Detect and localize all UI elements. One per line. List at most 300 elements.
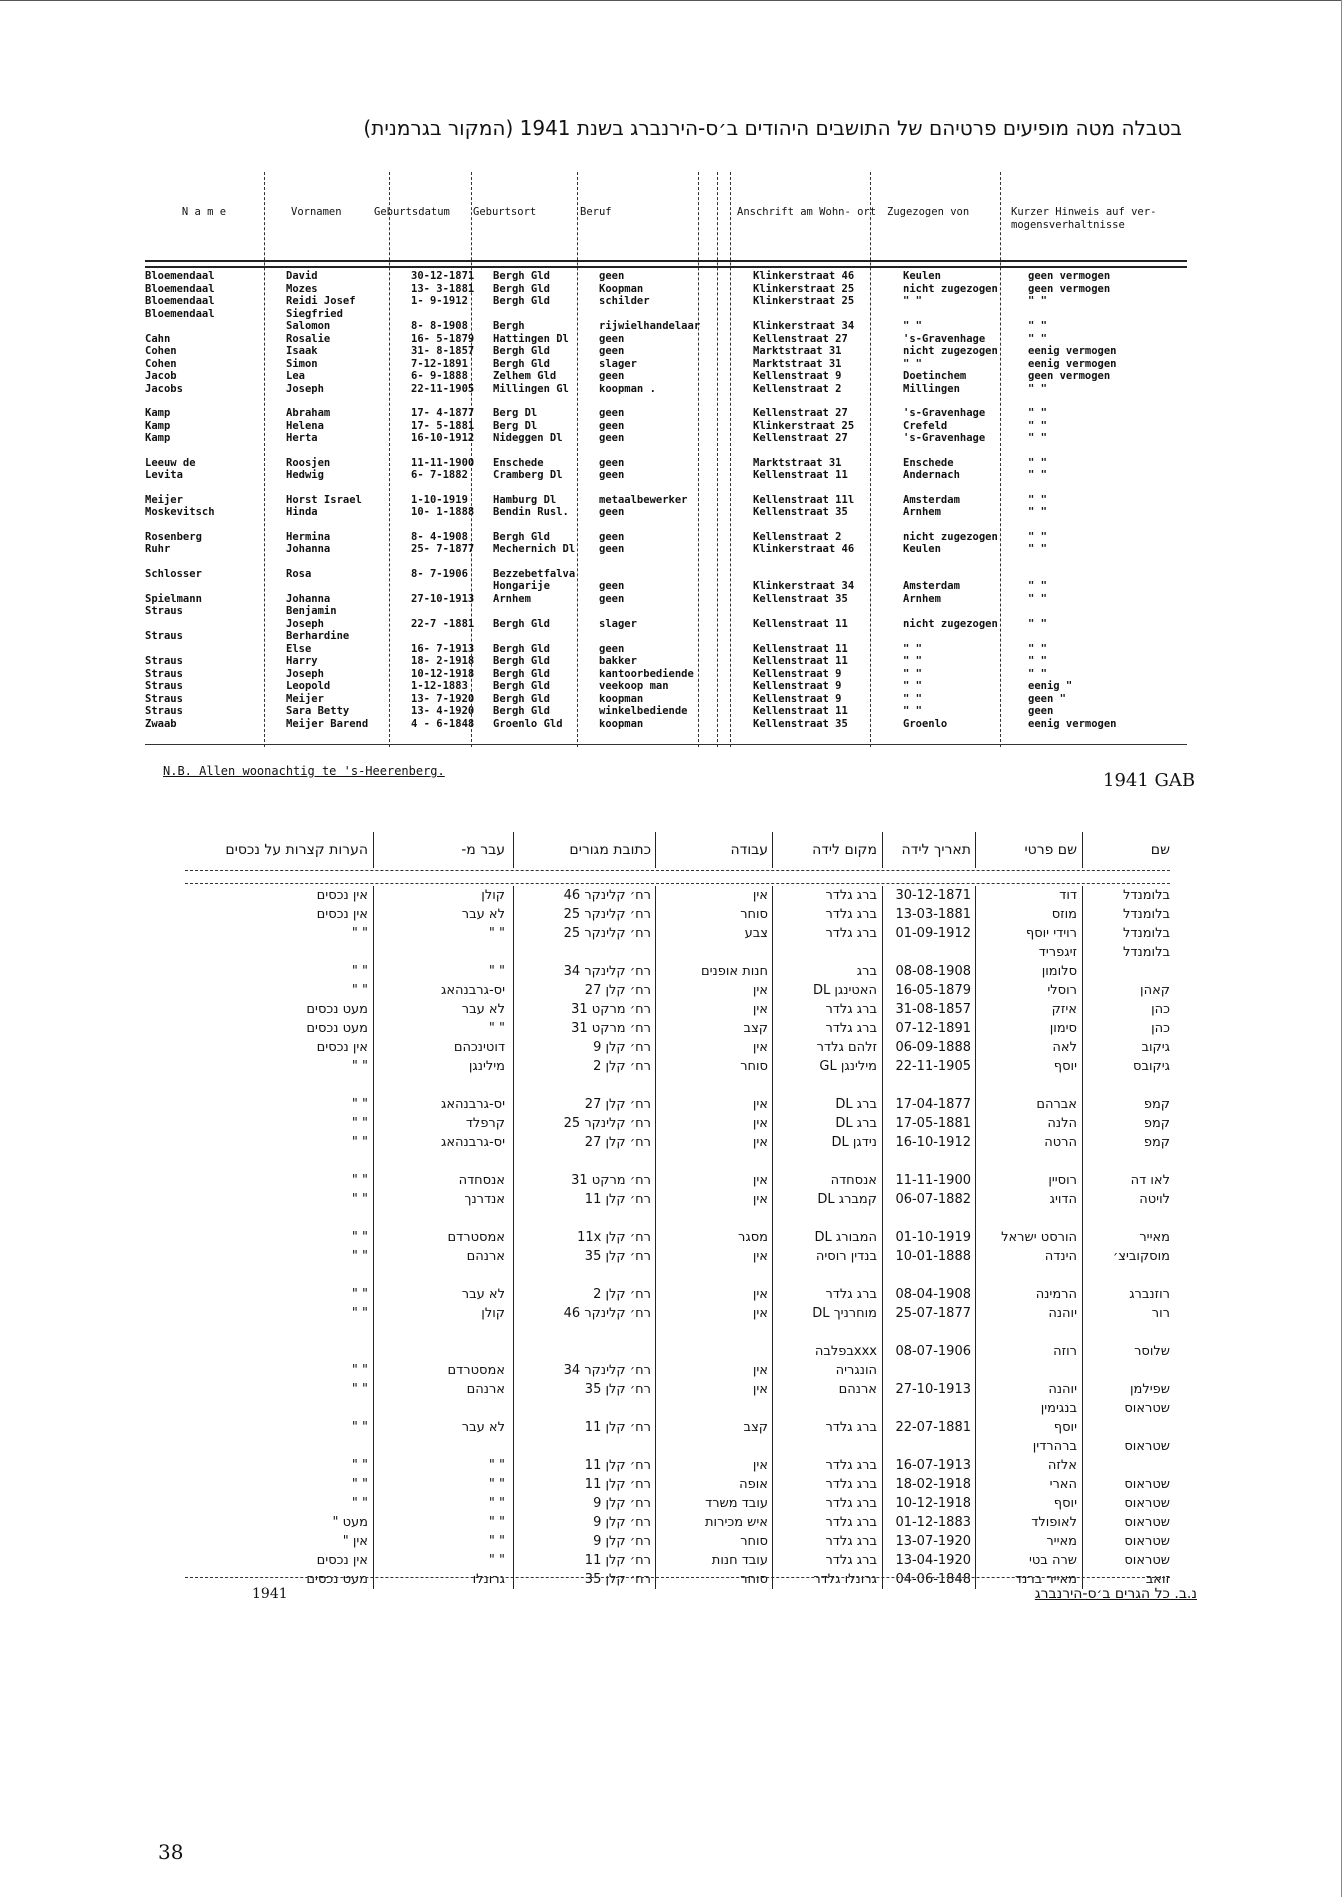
de-cell-geburtsdatum: 13- 7-1920 bbox=[411, 692, 475, 705]
he-column-divider bbox=[513, 1190, 514, 1209]
he-column-divider bbox=[975, 924, 976, 943]
he-column-divider bbox=[772, 1247, 773, 1266]
he-column-divider bbox=[772, 1532, 773, 1551]
he-column-divider bbox=[373, 1076, 374, 1095]
he-cell-notes: " " bbox=[351, 1097, 368, 1112]
he-cell-from: דוטינכהם bbox=[453, 1040, 505, 1055]
he-cell-first: דוד bbox=[1059, 888, 1077, 903]
he-cell-first: איזק bbox=[1051, 1002, 1077, 1017]
de-cell-geburtsdatum: 13- 3-1881 bbox=[411, 282, 475, 295]
de-table-row bbox=[145, 605, 1187, 618]
he-column-divider bbox=[1082, 1513, 1083, 1532]
he-column-divider bbox=[1082, 1209, 1083, 1228]
de-cell-zugezogen: Arnhem bbox=[903, 506, 941, 518]
he-cell-first: מאייר bbox=[1046, 1534, 1077, 1549]
he-header-address: כתובת מגורים bbox=[569, 842, 651, 858]
page-number: 38 bbox=[158, 1840, 184, 1864]
de-cell-anschrift: Kellenstraat 9 bbox=[753, 680, 842, 692]
he-column-divider bbox=[772, 1019, 773, 1038]
he-column-divider bbox=[655, 1266, 656, 1285]
he-header-row bbox=[185, 832, 1170, 868]
de-table-row bbox=[145, 655, 1187, 668]
he-column-divider bbox=[373, 1304, 374, 1323]
he-column-divider bbox=[772, 886, 773, 905]
de-cell-beruf: metaalbewerker bbox=[599, 493, 688, 506]
he-column-divider bbox=[513, 1437, 514, 1456]
he-column-divider bbox=[882, 1190, 883, 1209]
he-column-divider bbox=[772, 1057, 773, 1076]
de-cell-vornamen: Leopold bbox=[286, 680, 331, 692]
he-column-divider bbox=[772, 1304, 773, 1323]
he-cell-notes: " " bbox=[351, 1496, 368, 1511]
he-cell-place: מוחרניך DL bbox=[812, 1306, 877, 1321]
he-column-divider bbox=[1082, 905, 1083, 924]
he-cell-name: קמפ bbox=[1143, 1135, 1170, 1150]
he-cell-date: 25-07-1877 bbox=[895, 1306, 971, 1321]
he-cell-place: קמברג DL bbox=[817, 1192, 877, 1207]
he-column-divider bbox=[655, 943, 656, 962]
he-cell-name: לויטה bbox=[1139, 1192, 1170, 1207]
he-column-divider bbox=[882, 1418, 883, 1437]
de-table-row bbox=[145, 283, 1187, 296]
he-column-divider bbox=[772, 1076, 773, 1095]
he-column-divider bbox=[975, 1000, 976, 1019]
he-table-row bbox=[185, 1304, 1170, 1323]
he-cell-job: אין bbox=[752, 1116, 768, 1131]
he-column-divider bbox=[882, 943, 883, 962]
de-header-geburtsort: Geburtsort bbox=[473, 206, 537, 218]
he-column-divider bbox=[513, 1513, 514, 1532]
he-column-divider bbox=[882, 1475, 883, 1494]
he-header-rule bbox=[185, 870, 1170, 884]
he-column-divider bbox=[882, 1266, 883, 1285]
he-column-divider bbox=[882, 1114, 883, 1133]
top-border bbox=[0, 0, 1342, 1]
he-cell-address: רח׳ קלן 2 bbox=[593, 1287, 651, 1302]
he-column-divider bbox=[513, 1152, 514, 1171]
he-column-divider bbox=[655, 1285, 656, 1304]
de-cell-beruf: geen bbox=[599, 407, 625, 419]
de-cell-geburtsort: Bergh Gld bbox=[493, 617, 550, 630]
de-cell-zugezogen: nicht zugezogen bbox=[903, 345, 998, 357]
de-table-row bbox=[145, 718, 1187, 731]
he-column-divider bbox=[882, 1342, 883, 1361]
de-cell-name: Bloemendaal bbox=[145, 282, 215, 295]
de-cell-geburtsdatum: 8- 8-1908 bbox=[411, 320, 468, 332]
de-cell-hinweis: " " bbox=[1028, 332, 1047, 345]
he-cell-first: הינדה bbox=[1044, 1249, 1077, 1264]
he-column-divider bbox=[882, 1019, 883, 1038]
he-column-divider bbox=[772, 962, 773, 981]
he-column-divider bbox=[1082, 1323, 1083, 1342]
he-table-row bbox=[185, 1019, 1170, 1038]
he-column-divider bbox=[373, 1038, 374, 1057]
de-cell-zugezogen: " " bbox=[903, 357, 922, 370]
he-cell-from: " " bbox=[488, 1515, 505, 1530]
he-cell-address: רח׳ מרקט 31 bbox=[571, 1021, 651, 1036]
he-cell-address: רח׳ קלן 11 bbox=[584, 1192, 651, 1207]
he-column-divider bbox=[975, 1551, 976, 1570]
he-column-divider bbox=[513, 1019, 514, 1038]
de-cell-anschrift: Kellenstraat 9 bbox=[753, 370, 842, 382]
de-cell-geburtsdatum: 18- 2-1918 bbox=[411, 655, 475, 667]
he-column-divider bbox=[1082, 1076, 1083, 1095]
de-cell-name: Spielmann bbox=[145, 592, 202, 605]
he-header-date: תאריך לידה bbox=[901, 842, 971, 858]
he-table-row bbox=[185, 1247, 1170, 1266]
he-column-divider bbox=[772, 1570, 773, 1589]
de-cell-zugezogen: Millingen bbox=[903, 382, 960, 395]
he-table-row bbox=[185, 1171, 1170, 1190]
de-table-row bbox=[145, 270, 1187, 283]
he-cell-address: רח׳ מרקט 31 bbox=[571, 1002, 651, 1017]
he-cell-name: שטראוס bbox=[1124, 1401, 1170, 1416]
de-cell-name: Straus bbox=[145, 692, 183, 705]
he-column-divider bbox=[655, 1361, 656, 1380]
de-cell-beruf: geen bbox=[599, 456, 625, 469]
de-cell-vornamen: Salomon bbox=[286, 320, 331, 332]
he-column-divider bbox=[373, 1114, 374, 1133]
de-cell-name: Moskevitsch bbox=[145, 506, 215, 518]
he-column-divider bbox=[772, 1266, 773, 1285]
de-cell-geburtsort: Bergh Gld bbox=[493, 357, 550, 370]
german-footnote: N.B. Allen woonachtig te 's-Heerenberg. bbox=[163, 764, 445, 778]
he-cell-from: לא עבר bbox=[461, 1287, 505, 1302]
he-cell-address: רח׳ קלן 27 bbox=[584, 1097, 651, 1112]
he-column-divider bbox=[1082, 1171, 1083, 1190]
he-cell-date: 11-11-1900 bbox=[895, 1173, 971, 1188]
de-cell-beruf: slager bbox=[599, 357, 637, 370]
he-column-divider bbox=[513, 1057, 514, 1076]
de-header-rule bbox=[145, 260, 1187, 268]
de-cell-vornamen: Meijer Barend bbox=[286, 717, 369, 730]
de-cell-geburtsort: Mechernich Dl bbox=[493, 543, 576, 555]
de-cell-hinweis: geen vermogen bbox=[1028, 282, 1111, 295]
de-cell-name: Kamp bbox=[145, 407, 171, 419]
he-table-row bbox=[185, 905, 1170, 924]
he-column-divider bbox=[373, 1551, 374, 1570]
he-cell-date: 07-12-1891 bbox=[895, 1021, 971, 1036]
he-cell-job: סוחר bbox=[740, 1572, 768, 1587]
he-column-divider bbox=[772, 1038, 773, 1057]
de-cell-anschrift: Klinkerstraat 46 bbox=[753, 270, 855, 282]
he-column-divider bbox=[975, 905, 976, 924]
he-table-row bbox=[185, 1114, 1170, 1133]
de-cell-beruf: geen bbox=[599, 506, 625, 518]
de-table-row bbox=[145, 630, 1187, 643]
de-cell-vornamen: Joseph bbox=[286, 617, 324, 630]
he-table-row bbox=[185, 1342, 1170, 1361]
de-table-row bbox=[145, 568, 1187, 581]
he-cell-from: מילינגן bbox=[468, 1059, 505, 1074]
he-table-row bbox=[185, 1228, 1170, 1247]
de-cell-geburtsort: Enschede bbox=[493, 456, 544, 469]
he-column-divider bbox=[1082, 1000, 1083, 1019]
de-row-spacer bbox=[145, 395, 1187, 407]
he-column-divider bbox=[882, 962, 883, 981]
de-cell-hinweis: geen " bbox=[1028, 692, 1066, 705]
he-cell-first: רוסיין bbox=[1048, 1173, 1077, 1188]
de-table-row bbox=[145, 531, 1187, 544]
he-column-divider bbox=[882, 1323, 883, 1342]
he-column-divider bbox=[655, 1323, 656, 1342]
he-column-divider bbox=[1082, 1266, 1083, 1285]
he-column-divider bbox=[882, 1171, 883, 1190]
he-cell-date: 08-07-1906 bbox=[895, 1344, 971, 1359]
he-cell-date: 27-10-1913 bbox=[895, 1382, 971, 1397]
de-cell-hinweis: " " bbox=[1028, 580, 1047, 592]
de-cell-vornamen: Abraham bbox=[286, 407, 331, 419]
he-table-row bbox=[185, 1418, 1170, 1437]
he-column-divider bbox=[655, 1456, 656, 1475]
he-cell-job: אין bbox=[752, 888, 768, 903]
he-column-divider bbox=[655, 905, 656, 924]
he-row-spacer bbox=[185, 1266, 1170, 1285]
he-table-row bbox=[185, 886, 1170, 905]
he-cell-name: גיקובס bbox=[1133, 1059, 1170, 1074]
he-column-divider bbox=[882, 832, 883, 868]
he-cell-date: 04-06-1848 bbox=[895, 1572, 971, 1587]
he-column-divider bbox=[1082, 1152, 1083, 1171]
he-column-divider bbox=[655, 962, 656, 981]
de-cell-zugezogen: 's-Gravenhage bbox=[903, 332, 986, 345]
de-cell-name: Schlosser bbox=[145, 567, 202, 580]
he-column-divider bbox=[373, 1000, 374, 1019]
he-column-divider bbox=[655, 886, 656, 905]
de-table-row bbox=[145, 469, 1187, 482]
he-cell-place: בנדין רוסיה bbox=[815, 1249, 877, 1264]
de-table-row bbox=[145, 420, 1187, 433]
he-column-divider bbox=[655, 1057, 656, 1076]
he-column-divider bbox=[975, 1513, 976, 1532]
de-cell-beruf: geen bbox=[599, 592, 625, 605]
de-cell-hinweis: " " bbox=[1028, 493, 1047, 506]
de-cell-zugezogen: nicht zugezogen bbox=[903, 617, 998, 630]
he-cell-notes: " " bbox=[351, 1287, 368, 1302]
he-cell-place: ברג גלדר bbox=[825, 1553, 877, 1568]
de-header-vornamen: Vornamen bbox=[291, 206, 342, 218]
he-cell-notes: מעט " bbox=[332, 1515, 368, 1530]
de-cell-geburtsort: Bergh Gld bbox=[493, 530, 550, 543]
de-cell-vornamen: Hermina bbox=[286, 530, 331, 543]
he-cell-job: אין bbox=[752, 1192, 768, 1207]
he-column-divider bbox=[882, 1095, 883, 1114]
he-cell-job: אין bbox=[752, 1363, 768, 1378]
he-table-row bbox=[185, 1133, 1170, 1152]
de-cell-geburtsdatum: 4 - 6-1848 bbox=[411, 717, 475, 730]
page-heading: בטבלה מטה מופיעים פרטיהם של התושבים היהודים ב׳ס-הירנברג בשנת 1941 (המקור בגרמנית) bbox=[363, 116, 1182, 140]
he-column-divider bbox=[882, 1133, 883, 1152]
de-cell-beruf: geen bbox=[599, 530, 625, 543]
he-cell-first: סלומון bbox=[1041, 964, 1077, 979]
he-cell-first: מוזס bbox=[1051, 907, 1077, 922]
de-cell-geburtsort: Bergh Gld bbox=[493, 692, 550, 705]
he-cell-place: ברג גלדר bbox=[825, 1515, 877, 1530]
he-column-divider bbox=[373, 1228, 374, 1247]
de-cell-vornamen: Rosa bbox=[286, 567, 312, 580]
de-cell-geburtsdatum: 8- 7-1906 bbox=[411, 567, 468, 580]
he-cell-notes: מעט נכסים bbox=[306, 1572, 368, 1587]
de-cell-hinweis: " " bbox=[1028, 592, 1047, 605]
he-cell-from: קולן bbox=[481, 888, 505, 903]
he-cell-notes: אין " bbox=[342, 1534, 368, 1549]
de-cell-hinweis: " " bbox=[1028, 543, 1047, 555]
he-column-divider bbox=[1082, 1437, 1083, 1456]
he-column-divider bbox=[1082, 1304, 1083, 1323]
he-cell-job: אין bbox=[752, 1097, 768, 1112]
de-cell-anschrift: Kellenstraat 11l bbox=[753, 493, 855, 506]
he-cell-job: סוחר bbox=[740, 1534, 768, 1549]
he-column-divider bbox=[1082, 1190, 1083, 1209]
he-column-divider bbox=[975, 1342, 976, 1361]
he-cell-address: רח׳ קלינקר 25 bbox=[563, 907, 651, 922]
he-column-divider bbox=[1082, 1418, 1083, 1437]
he-cell-date: 17-04-1877 bbox=[895, 1097, 971, 1112]
he-column-divider bbox=[513, 1532, 514, 1551]
he-cell-address: רח׳ קלן 9 bbox=[593, 1496, 651, 1511]
hebrew-note-year: 1941 bbox=[252, 1586, 288, 1602]
de-cell-name: Bloemendaal bbox=[145, 307, 215, 320]
de-cell-vornamen: Simon bbox=[286, 357, 318, 370]
he-cell-first: שרה בטי bbox=[1028, 1553, 1077, 1568]
he-column-divider bbox=[975, 1038, 976, 1057]
he-column-divider bbox=[772, 1361, 773, 1380]
de-cell-zugezogen: Enschede bbox=[903, 456, 954, 469]
he-column-divider bbox=[373, 1152, 374, 1171]
he-column-divider bbox=[1082, 1133, 1083, 1152]
de-cell-name: Bloemendaal bbox=[145, 270, 215, 282]
he-column-divider bbox=[373, 1323, 374, 1342]
he-column-divider bbox=[373, 1532, 374, 1551]
he-column-divider bbox=[655, 1437, 656, 1456]
de-cell-anschrift: Kellenstraat 35 bbox=[753, 506, 848, 518]
he-cell-date: 16-10-1912 bbox=[895, 1135, 971, 1150]
de-cell-anschrift: Kellenstraat 11 bbox=[753, 655, 848, 667]
he-cell-first: רוידי יוסף bbox=[1025, 926, 1077, 941]
de-row-spacer bbox=[145, 519, 1187, 531]
he-cell-place: ברג גלדר bbox=[825, 1021, 877, 1036]
de-cell-vornamen: Harry bbox=[286, 655, 318, 667]
he-cell-date: 31-08-1857 bbox=[895, 1002, 971, 1017]
de-cell-geburtsort: Berg Dl bbox=[493, 407, 538, 419]
he-column-divider bbox=[655, 1551, 656, 1570]
he-cell-place: הונגריה bbox=[835, 1363, 877, 1378]
he-column-divider bbox=[373, 1285, 374, 1304]
he-cell-from: קרפלד bbox=[465, 1116, 505, 1131]
he-column-divider bbox=[882, 1361, 883, 1380]
de-cell-anschrift: Kellenstraat 9 bbox=[753, 692, 842, 705]
he-column-divider bbox=[655, 1152, 656, 1171]
de-cell-name: Leeuw de bbox=[145, 456, 196, 469]
he-header-first: שם פרטי bbox=[1024, 842, 1077, 858]
he-cell-from: אמסטרדם bbox=[447, 1230, 505, 1245]
de-cell-anschrift: Kellenstraat 11 bbox=[753, 469, 848, 481]
he-cell-job: חנות אופנים bbox=[700, 964, 768, 979]
he-column-divider bbox=[772, 1228, 773, 1247]
de-cell-anschrift: Klinkerstraat 25 bbox=[753, 295, 855, 307]
he-column-divider bbox=[1082, 943, 1083, 962]
he-column-divider bbox=[655, 1304, 656, 1323]
de-cell-zugezogen: Doetinchem bbox=[903, 370, 967, 382]
de-cell-zugezogen: Amsterdam bbox=[903, 493, 960, 506]
he-cell-job: אין bbox=[752, 1173, 768, 1188]
he-column-divider bbox=[975, 1209, 976, 1228]
he-cell-job: אופה bbox=[739, 1477, 768, 1492]
he-cell-date: 30-12-1871 bbox=[895, 888, 971, 903]
he-column-divider bbox=[513, 1247, 514, 1266]
he-cell-from: " " bbox=[488, 964, 505, 979]
he-cell-job: אין bbox=[752, 1249, 768, 1264]
he-cell-date: 01-09-1912 bbox=[895, 926, 971, 941]
de-cell-beruf: geen bbox=[599, 370, 625, 382]
he-cell-notes: " " bbox=[351, 1230, 368, 1245]
he-column-divider bbox=[1082, 1057, 1083, 1076]
de-cell-name: Ruhr bbox=[145, 543, 171, 555]
he-column-divider bbox=[513, 1551, 514, 1570]
he-cell-place: המבורג DL bbox=[814, 1230, 877, 1245]
he-column-divider bbox=[655, 924, 656, 943]
he-header-job: עבודה bbox=[730, 842, 768, 858]
he-cell-from: ארנהם bbox=[466, 1382, 505, 1397]
he-column-divider bbox=[975, 1152, 976, 1171]
he-cell-first: מאייר ברנד bbox=[1015, 1572, 1077, 1587]
de-cell-geburtsdatum: 25- 7-1877 bbox=[411, 543, 475, 555]
de-cell-vornamen: Berhardine bbox=[286, 630, 350, 642]
he-column-divider bbox=[772, 1475, 773, 1494]
he-cell-notes: " " bbox=[351, 1192, 368, 1207]
he-row-spacer bbox=[185, 1323, 1170, 1342]
de-cell-hinweis: " " bbox=[1028, 295, 1047, 307]
de-cell-hinweis: geen bbox=[1028, 705, 1054, 717]
he-cell-name: זואב bbox=[1145, 1572, 1170, 1587]
he-cell-address: רח׳ קלינקר 25 bbox=[563, 1116, 651, 1131]
de-cell-hinweis: " " bbox=[1028, 667, 1047, 680]
de-cell-geburtsort: Bergh bbox=[493, 320, 525, 332]
de-cell-hinweis: geen vermogen bbox=[1028, 370, 1111, 382]
he-cell-notes: " " bbox=[351, 926, 368, 941]
he-cell-address: רח׳ קלן 27 bbox=[584, 983, 651, 998]
he-column-divider bbox=[513, 1038, 514, 1057]
he-cell-first: יוסף bbox=[1053, 1420, 1077, 1435]
he-column-divider bbox=[975, 943, 976, 962]
de-cell-vornamen: Meijer bbox=[286, 692, 324, 705]
he-cell-job: אין bbox=[752, 1287, 768, 1302]
he-cell-notes: אין נכסים bbox=[316, 1040, 368, 1055]
he-table-row bbox=[185, 1038, 1170, 1057]
de-header-anschrift: Anschrift am Wohn- ort bbox=[737, 206, 877, 218]
he-column-divider bbox=[513, 1380, 514, 1399]
he-cell-from: " " bbox=[488, 1534, 505, 1549]
he-cell-date: 01-12-1883 bbox=[895, 1515, 971, 1530]
he-column-divider bbox=[513, 1570, 514, 1589]
he-cell-job: אין bbox=[752, 1135, 768, 1150]
he-column-divider bbox=[1082, 1038, 1083, 1057]
he-column-divider bbox=[373, 943, 374, 962]
he-column-divider bbox=[772, 1456, 773, 1475]
he-cell-first: רוסלי bbox=[1047, 983, 1077, 998]
he-cell-first: בנגימין bbox=[1040, 1401, 1077, 1416]
de-cell-anschrift: Klinkerstraat 46 bbox=[753, 543, 855, 555]
de-cell-beruf: geen bbox=[599, 469, 625, 481]
he-column-divider bbox=[513, 1304, 514, 1323]
de-table-row bbox=[145, 358, 1187, 371]
he-column-divider bbox=[655, 1247, 656, 1266]
de-cell-hinweis: " " bbox=[1028, 382, 1047, 395]
he-column-divider bbox=[772, 1190, 773, 1209]
he-cell-address: רח׳ קלינקר 34 bbox=[563, 964, 651, 979]
de-cell-vornamen: Sara Betty bbox=[286, 705, 350, 717]
he-cell-name: שלוסר bbox=[1134, 1344, 1170, 1359]
